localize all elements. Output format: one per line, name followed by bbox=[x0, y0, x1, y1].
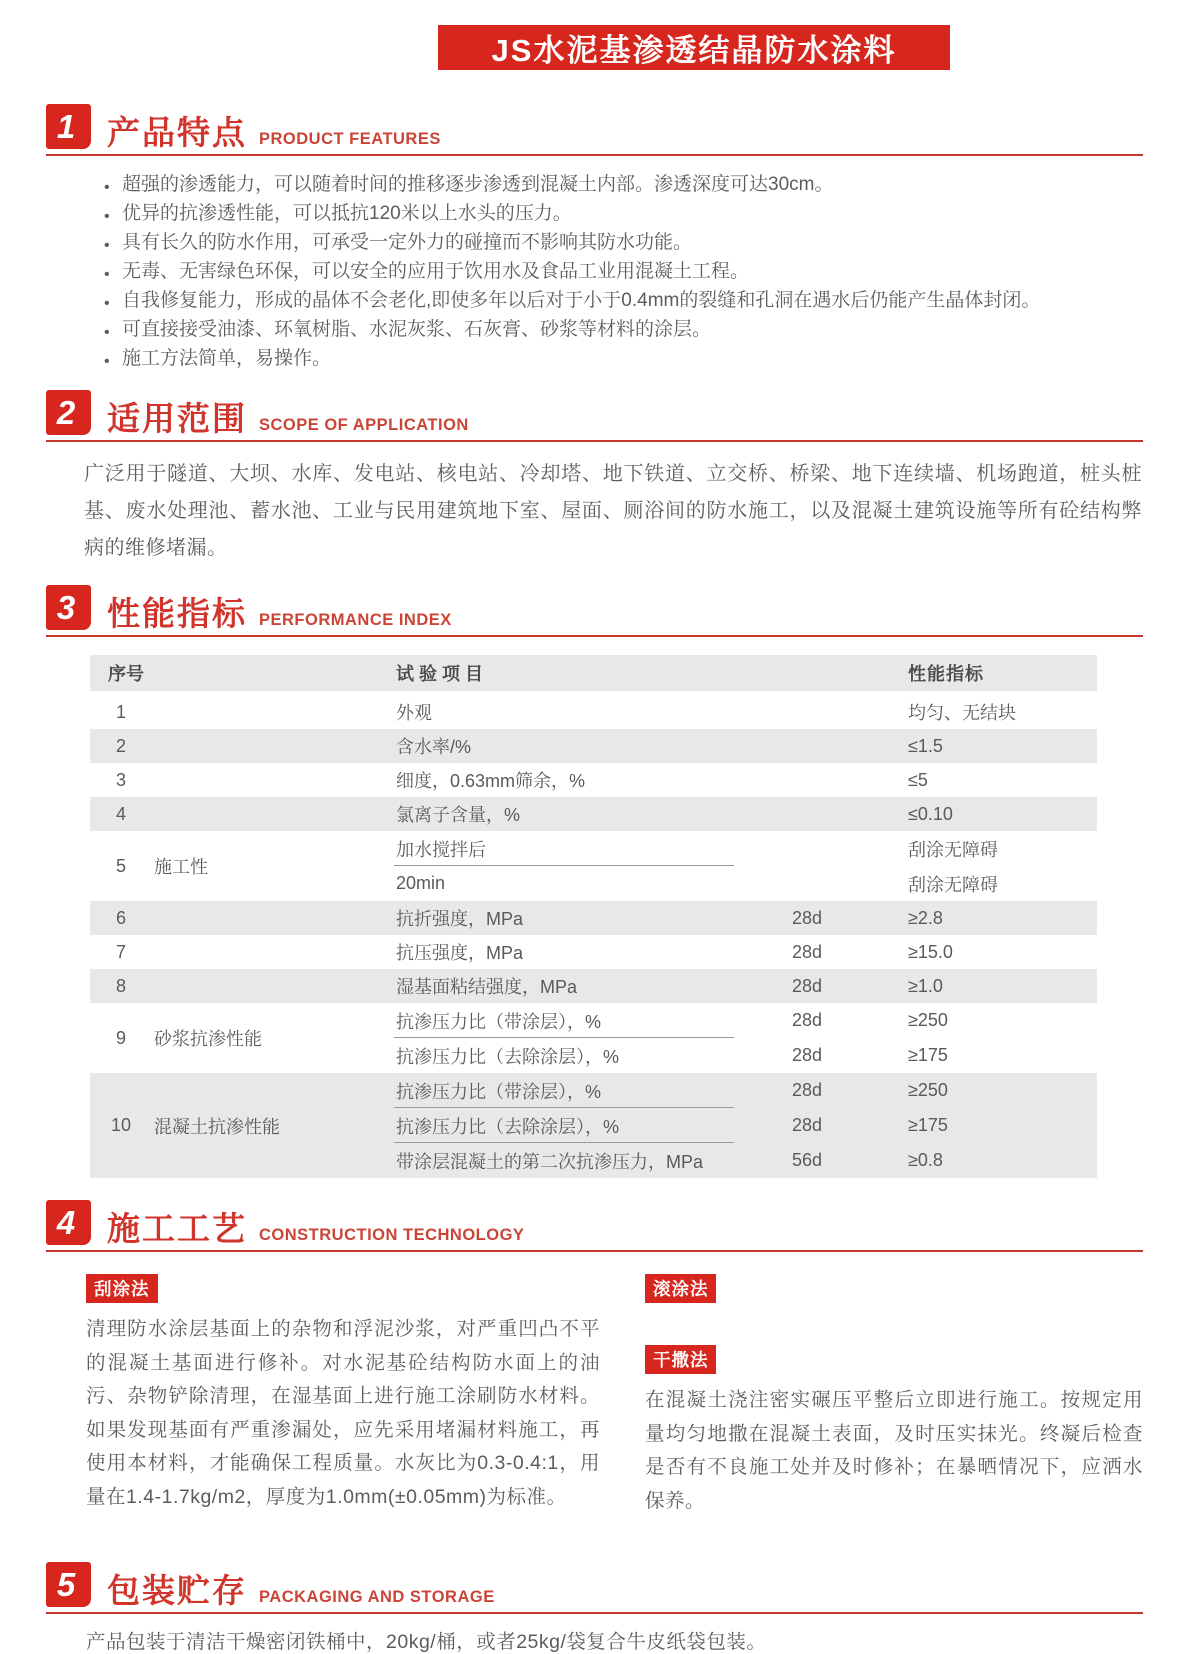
cell-category bbox=[152, 763, 392, 797]
bullet-icon: • bbox=[104, 295, 110, 312]
cell-category bbox=[152, 969, 392, 1003]
method-scrape-coating bbox=[86, 1274, 600, 1518]
cell-value: ≥15.0 bbox=[908, 941, 953, 962]
bullet-icon: • bbox=[104, 208, 110, 225]
cell-value: ≥0.8 bbox=[908, 1150, 943, 1170]
spacer bbox=[645, 1303, 1143, 1345]
table-row bbox=[90, 1003, 1097, 1073]
cell-item: 细度，0.63mm筛余，% bbox=[396, 771, 586, 791]
section-4-subtitle: CONSTRUCTION TECHNOLOGY bbox=[259, 1225, 525, 1244]
table-row bbox=[90, 763, 1097, 797]
table-row bbox=[90, 1073, 1097, 1178]
cell-item: 外观 bbox=[396, 703, 432, 723]
feature-text: 可直接接受油漆、环氧树脂、水泥灰浆、石灰膏、砂浆等材料的涂层。 bbox=[122, 319, 712, 340]
cell-age: 28d bbox=[792, 907, 823, 928]
cell-no: 2 bbox=[115, 735, 126, 756]
method-dry-text: 在混凝土浇注密实碾压平整后立即进行施工。按规定用量均匀地撒在混凝土表面，及时压实抹光。终凝后检查是否有不良施工处并及时修补；在暴晒情况下，应洒水保养。 bbox=[644, 1389, 1143, 1512]
cell-age: 28d bbox=[792, 975, 823, 996]
cell-value: ≥175 bbox=[908, 1045, 948, 1065]
cell-no: 5 bbox=[115, 855, 126, 876]
feature-item bbox=[104, 228, 1143, 257]
cell-category: 施工性 bbox=[154, 857, 208, 877]
section-2-subtitle: SCOPE OF APPLICATION bbox=[259, 415, 469, 434]
cell-age: 28d bbox=[792, 1010, 823, 1030]
feature-item bbox=[104, 199, 1143, 228]
cell-category bbox=[152, 729, 392, 763]
feature-text: 超强的渗透能力，可以随着时间的推移逐步渗透到混凝土内部。渗透深度可达30cm。 bbox=[122, 174, 834, 195]
cell-item: 抗渗压力比（带涂层），% bbox=[392, 1073, 782, 1108]
cell-item: 抗渗压力比（去除涂层），% bbox=[396, 1046, 620, 1067]
feature-item bbox=[104, 170, 1143, 199]
bullet-icon: • bbox=[104, 266, 110, 283]
cell-age: 56d bbox=[792, 1150, 823, 1170]
cell-item: 带涂层混凝土的第二次抗渗压力，MPa bbox=[396, 1151, 704, 1172]
cell-item: 抗渗压力比（去除涂层），% bbox=[392, 1108, 782, 1143]
feature-list bbox=[104, 170, 1143, 373]
section-4-title: 施工工艺 bbox=[107, 1210, 247, 1247]
feature-item bbox=[104, 344, 1143, 373]
table-row bbox=[90, 935, 1097, 969]
method-dry-label: 干撒法 bbox=[645, 1345, 717, 1374]
section-5-subtitle: PACKAGING AND STORAGE bbox=[259, 1587, 495, 1606]
cell-item: 含水率/% bbox=[396, 737, 472, 757]
cell-no: 8 bbox=[115, 975, 126, 996]
cell-age: 28d bbox=[792, 1045, 823, 1065]
cell-item: 湿基面粘结强度，MPa bbox=[396, 977, 578, 997]
bullet-icon: • bbox=[104, 324, 110, 341]
cell-item: 抗渗压力比（带涂层），% bbox=[392, 1003, 782, 1038]
section-5-header bbox=[46, 1562, 1143, 1614]
cell-value: 刮涂无障碍 bbox=[908, 839, 998, 860]
section-5-title: 包装贮存 bbox=[107, 1572, 247, 1609]
cell-item: 抗压强度，MPa bbox=[396, 943, 524, 963]
cell-age: 28d bbox=[792, 1080, 823, 1100]
cell-no: 4 bbox=[115, 803, 126, 824]
section-1-subtitle: PRODUCT FEATURES bbox=[259, 129, 441, 148]
section-4-header bbox=[46, 1200, 1143, 1252]
bullet-icon: • bbox=[104, 237, 110, 254]
method-scrape-label: 刮涂法 bbox=[86, 1274, 158, 1303]
section-1-title: 产品特点 bbox=[107, 114, 247, 151]
cell-no: 7 bbox=[115, 941, 126, 962]
cell-value: ≤0.10 bbox=[908, 803, 953, 824]
cell-category bbox=[152, 695, 392, 729]
table-row bbox=[90, 797, 1097, 831]
cell-item: 加水搅拌后 bbox=[392, 831, 782, 866]
cell-value: 刮涂无障碍 bbox=[908, 874, 998, 895]
section-2-header bbox=[46, 390, 1143, 442]
cell-no: 3 bbox=[115, 769, 126, 790]
cell-value: ≥250 bbox=[908, 1080, 948, 1100]
col-header-index: 性能指标 bbox=[908, 664, 984, 684]
cell-category: 混凝土抗渗性能 bbox=[154, 1116, 280, 1137]
cell-category: 砂浆抗渗性能 bbox=[154, 1029, 262, 1049]
feature-item bbox=[104, 286, 1143, 315]
section-3-subtitle: PERFORMANCE INDEX bbox=[259, 610, 452, 629]
section-4-number: 4 bbox=[46, 1200, 91, 1245]
performance-table bbox=[90, 655, 1097, 1178]
section-3-number: 3 bbox=[46, 585, 91, 630]
cell-value: 均匀、无结块 bbox=[908, 703, 1016, 723]
cell-no: 1 bbox=[115, 701, 126, 722]
feature-text: 无毒、无害绿色环保，可以安全的应用于饮用水及食品工业用混凝土工程。 bbox=[122, 261, 750, 282]
bullet-icon: • bbox=[104, 353, 110, 370]
method-scrape-text: 清理防水涂层基面上的杂物和浮泥沙浆，对严重凹凸不平的混凝土基面进行修补。对水泥基砼结构防水面上的油污、杂物铲除清理，在湿基面上进行施工涂刷防水材料。如果发现基面有严重渗漏处，应先采用堵漏材料施工，再使用本材料，才能确保工程质量。水灰比为0.3-0.4:1，用量在1.4-1.7kg/m2，厚度为1.0mm(±0.05mm)为标准。 bbox=[86, 1318, 600, 1508]
cell-category bbox=[152, 935, 392, 969]
cell-age: 28d bbox=[792, 1115, 823, 1135]
construction-methods bbox=[86, 1274, 1143, 1518]
section-2-number: 2 bbox=[46, 390, 91, 435]
table-header-row bbox=[90, 655, 1097, 691]
cell-value: ≥250 bbox=[908, 1010, 948, 1030]
cell-category bbox=[152, 901, 392, 935]
page-title: JS水泥基渗透结晶防水涂料 bbox=[438, 25, 950, 70]
table-row bbox=[90, 729, 1097, 763]
feature-text: 优异的抗渗透性能，可以抵抗120米以上水头的压力。 bbox=[122, 203, 572, 224]
table-row bbox=[90, 901, 1097, 935]
section-3-header bbox=[46, 585, 1143, 637]
cell-value: ≥1.0 bbox=[908, 975, 943, 996]
cell-category bbox=[152, 797, 392, 831]
scope-text: 广泛用于隧道、大坝、水库、发电站、核电站、冷却塔、地下铁道、立交桥、桥梁、地下连续墙、机场跑道，桩头桩基、废水处理池、蓄水池、工业与民用建筑地下室、屋面、厕浴间的防水施工，以及混凝土建筑设施等所有砼结构弊病的维修堵漏。 bbox=[84, 463, 1142, 559]
cell-no: 9 bbox=[115, 1027, 126, 1048]
feature-text: 具有长久的防水作用，可承受一定外力的碰撞而不影响其防水功能。 bbox=[122, 232, 693, 253]
packaging-text: 产品包装于清洁干燥密闭铁桶中，20kg/桶，或者25kg/袋复合牛皮纸袋包装。 bbox=[86, 1631, 767, 1653]
section-1-number: 1 bbox=[46, 104, 91, 149]
table-row bbox=[90, 831, 1097, 901]
cell-value: ≤1.5 bbox=[908, 735, 943, 756]
cell-item: 抗折强度，MPa bbox=[396, 909, 524, 929]
method-roll-label: 滚涂法 bbox=[645, 1274, 717, 1303]
feature-text: 自我修复能力，形成的晶体不会老化,即使多年以后对于小于0.4mm的裂缝和孔洞在遇水后仍能产生晶体封闭。 bbox=[122, 290, 1041, 311]
feature-text: 施工方法简单，易操作。 bbox=[122, 348, 332, 369]
cell-age: 28d bbox=[792, 941, 823, 962]
section-1-header bbox=[46, 104, 1143, 156]
cell-no: 6 bbox=[115, 907, 126, 928]
method-right-column bbox=[645, 1274, 1143, 1518]
section-3-title: 性能指标 bbox=[107, 595, 247, 632]
table-row bbox=[90, 695, 1097, 729]
feature-item bbox=[104, 315, 1143, 344]
col-header-no: 序号 bbox=[108, 664, 144, 684]
section-2-title: 适用范围 bbox=[107, 400, 247, 437]
cell-value: ≤5 bbox=[908, 769, 928, 790]
cell-value: ≥2.8 bbox=[908, 907, 943, 928]
cell-no: 10 bbox=[110, 1115, 132, 1135]
cell-value: ≥175 bbox=[908, 1115, 948, 1135]
bullet-icon: • bbox=[104, 179, 110, 196]
col-header-item: 试验项目 bbox=[396, 664, 488, 684]
section-5-number: 5 bbox=[46, 1562, 91, 1607]
cell-item: 氯离子含量，% bbox=[396, 805, 521, 825]
feature-item bbox=[104, 257, 1143, 286]
table-row bbox=[90, 969, 1097, 1003]
cell-item: 20min bbox=[396, 873, 446, 893]
